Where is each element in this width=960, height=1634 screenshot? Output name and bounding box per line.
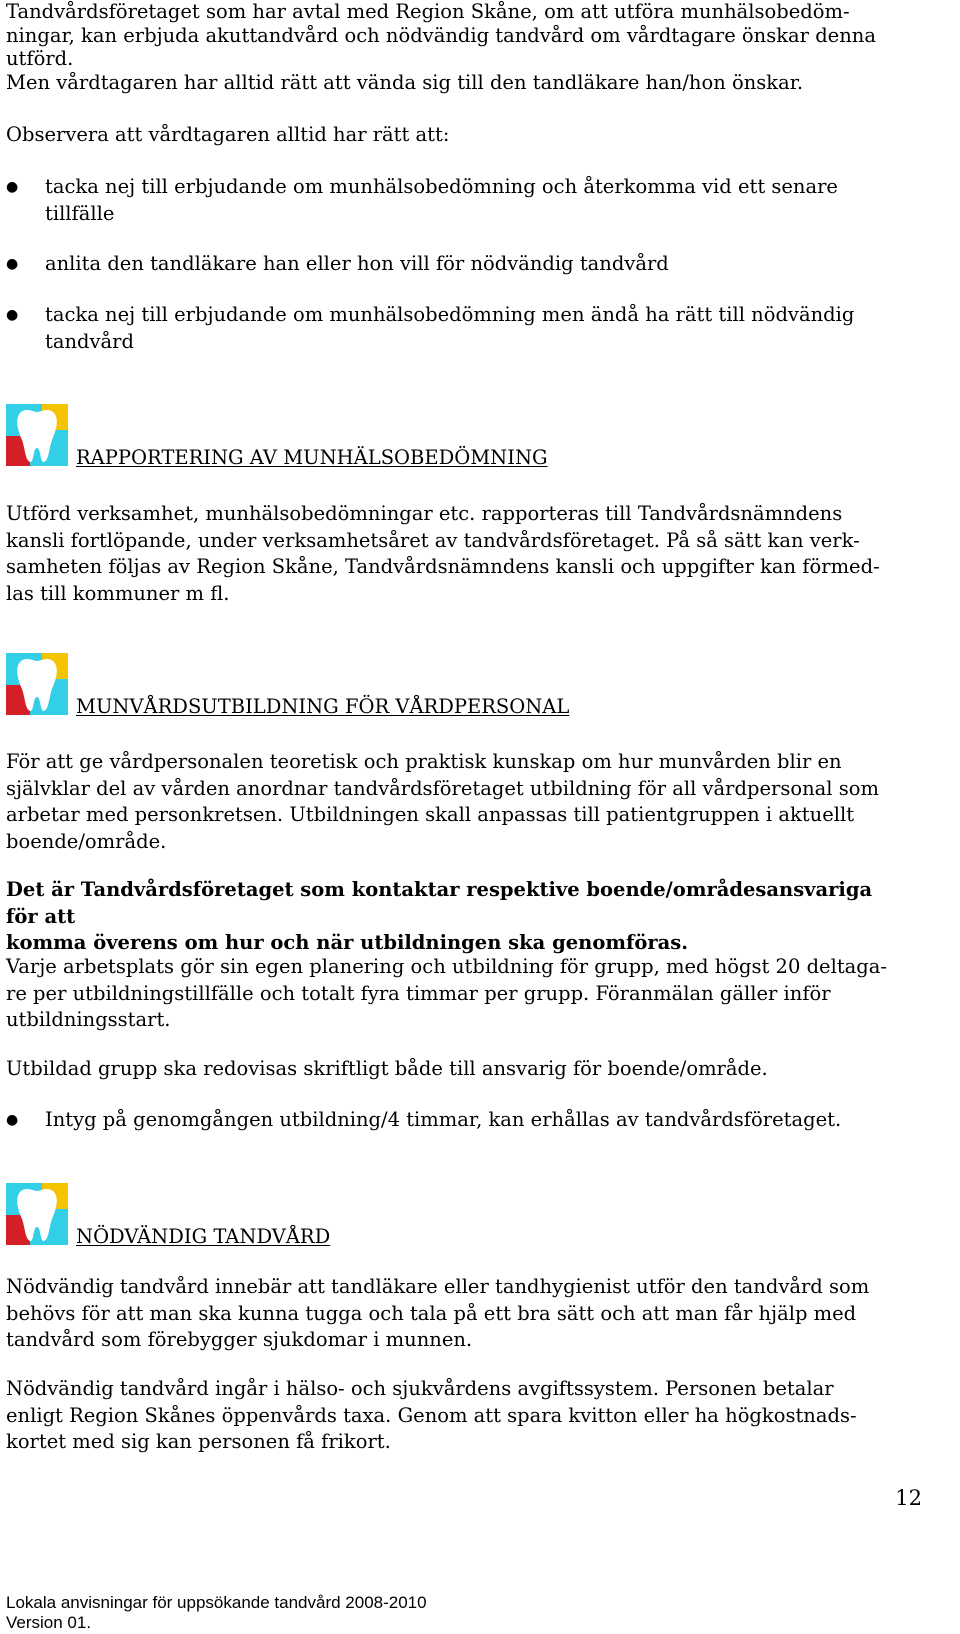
text-line: Varje arbetsplats gör sin egen planering och utbildning för grupp, med högst 20 deltaga- (6, 955, 887, 978)
text-line: boende/område. (6, 829, 167, 853)
section-heading: NÖDVÄNDIG TANDVÅRD (76, 1225, 331, 1248)
text-line: tandvård som förebygger sjukdomar i munnen. (6, 1328, 473, 1351)
rights-lead (6, 122, 906, 149)
text-line: Nödvändig tandvård ingår i hälso- och sjukvårdens avgiftssystem. Personen betalar (6, 1377, 834, 1400)
education-paragraph-1 (6, 749, 906, 855)
tooth-icon (6, 653, 68, 715)
text-line: behövs för att man ska kunna tugga och tala på ett bra sätt och att man får hjälp med (6, 1301, 857, 1325)
text-line: Nödvändig tandvård innebär att tandläkare eller tandhygienist utför den tandvård som (6, 1275, 870, 1298)
text-line: kortet med sig kan personen få frikort. (6, 1430, 391, 1453)
section-heading: RAPPORTERING AV MUNHÄLSOBEDÖMNING (76, 446, 548, 469)
section-header-education (6, 653, 706, 719)
education-paragraph-3 (6, 954, 906, 1034)
bullet-icon: ● (6, 256, 19, 272)
text-line: tacka nej till erbjudande om munhälsobedömning och återkomma vid ett senare (45, 175, 838, 198)
text-line: re per utbildningstillfälle och totalt fyra timmar per grupp. Föranmälan gäller inför (6, 981, 831, 1005)
intro-paragraph (6, 0, 906, 94)
footer-version: Version 01. (6, 1613, 92, 1632)
necessary-paragraph-2 (6, 1376, 906, 1456)
bullet-icon: ● (6, 179, 19, 195)
section-header-necessary (6, 1183, 506, 1249)
text-line: anlita den tandläkare han eller hon vill för nödvändig tandvård (45, 252, 669, 275)
education-paragraph-bold (6, 877, 906, 957)
text-line: kansli fortlöpande, under verksamhetsåret av tandvårdsföretaget. På så sätt kan verk- (6, 528, 860, 552)
necessary-paragraph-1 (6, 1274, 906, 1354)
text-line: las till kommuner m fl. (6, 581, 230, 605)
tooth-icon (6, 404, 68, 466)
text-line: utförd. (6, 47, 74, 70)
text-line: Men vårdtagaren har alltid rätt att vända sig till den tandläkare han/hon önskar. (6, 70, 804, 94)
text-line: självklar del av vården anordnar tandvårdsföretaget utbildning för all vårdpersonal som (6, 776, 879, 800)
text-line: arbetar med personkretsen. Utbildningen skall anpassas till patientgruppen i aktuellt (6, 803, 855, 826)
footer-title: Lokala anvisningar för uppsökande tandvård 2008-2010 (6, 1593, 427, 1612)
section-heading: MUNVÅRDSUTBILDNING FÖR VÅRDPERSONAL (76, 695, 570, 718)
text-line: tandvård (45, 329, 134, 353)
text-line: enligt Region Skånes öppenvårds taxa. Genom att spara kvitton eller ha högkostnads- (6, 1403, 857, 1427)
text-line: komma överens om hur och när utbildningen ska genomföras. (6, 931, 689, 954)
bullet-icon: ● (6, 1112, 19, 1128)
text-line: tillfälle (45, 201, 115, 225)
text-line: Utbildad grupp ska redovisas skriftligt både till ansvarig för boende/område. (6, 1057, 768, 1080)
section-header-reporting (6, 404, 706, 470)
text-line: tacka nej till erbjudande om munhälsobedömning men ändå ha rätt till nödvändig (45, 303, 855, 326)
education-paragraph-4 (6, 1056, 906, 1083)
reporting-paragraph (6, 501, 906, 607)
text-line: För att ge vårdpersonalen teoretisk och praktisk kunskap om hur munvården blir en (6, 750, 842, 773)
text-line: Intyg på genomgången utbildning/4 timmar, kan erhållas av tandvårdsföretaget. (45, 1108, 842, 1131)
text-line: Tandvårdsföretaget som har avtal med Region Skåne, om att utföra munhälsobedöm- (6, 0, 850, 23)
page-footer (6, 1593, 427, 1633)
tooth-icon (6, 1183, 68, 1245)
text-line: ningar, kan erbjuda akuttandvård och nödvändig tandvård om vårdtagare önskar denna (6, 23, 876, 47)
text-line: Utförd verksamhet, munhälsobedömningar etc. rapporteras till Tandvårdsnämndens (6, 502, 843, 525)
text-line: Observera att vårdtagaren alltid har rätt att: (6, 123, 450, 146)
bullet-icon: ● (6, 307, 19, 323)
text-line: Det är Tandvårdsföretaget som kontaktar respektive boende/områdesansvariga för att (6, 878, 873, 928)
text-line: samheten följas av Region Skåne, Tandvårdsnämndens kansli och uppgifter kan förmed- (6, 555, 880, 578)
page-number: 12 (895, 1486, 922, 1510)
text-line: utbildningsstart. (6, 1008, 171, 1031)
